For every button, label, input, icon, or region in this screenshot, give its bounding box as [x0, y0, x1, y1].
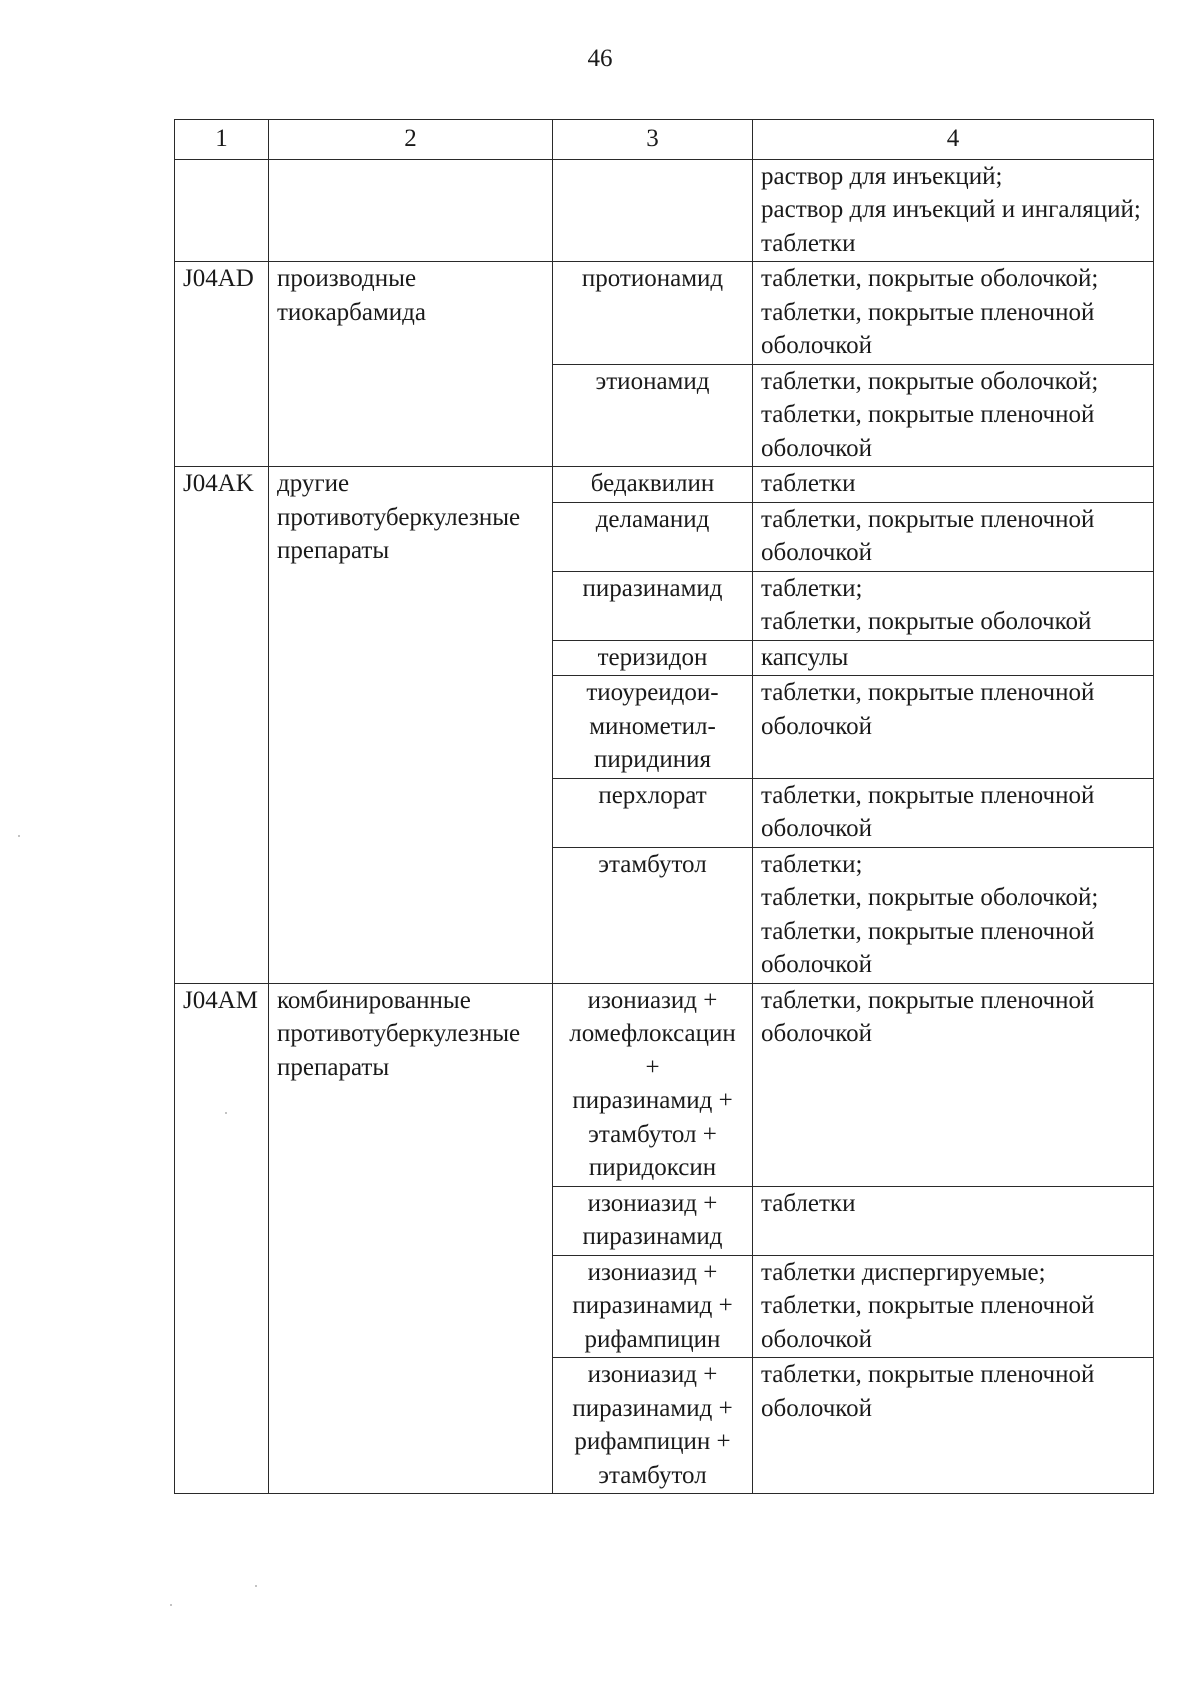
- code-cell: [175, 159, 269, 262]
- table-row: [175, 983, 1154, 1186]
- substance-cell: протионамид: [553, 262, 753, 365]
- header-cell-1: 1: [175, 120, 269, 160]
- substance-cell: тиоуреидои- минометил- пиридиния: [553, 676, 753, 779]
- header-cell-2: 2: [269, 120, 553, 160]
- substance-cell: этамбутол: [553, 847, 753, 983]
- form-cell: таблетки, покрытые пленочной оболочкой: [753, 778, 1154, 847]
- form-cell: таблетки, покрытые оболочкой; таблетки, покрытые пленочной оболочкой: [753, 262, 1154, 365]
- substance-cell: изониазид + пиразинамид + рифампицин + этамбутол: [553, 1358, 753, 1494]
- form-cell: раствор для инъекций; раствор для инъекций и ингаляций; таблетки: [753, 159, 1154, 262]
- atc-code-cell: J04AK: [175, 467, 269, 984]
- drug-table: [174, 119, 1154, 1494]
- substance-cell: перхлорат: [553, 778, 753, 847]
- substance-cell: деламанид: [553, 502, 753, 571]
- table-header-row: [175, 120, 1154, 160]
- page-number: 46: [587, 45, 613, 72]
- form-cell: таблетки: [753, 467, 1154, 503]
- form-cell: таблетки диспергируемые; таблетки, покрытые пленочной оболочкой: [753, 1255, 1154, 1358]
- form-cell: таблетки; таблетки, покрытые оболочкой; таблетки, покрытые пленочной оболочкой: [753, 847, 1154, 983]
- group-name-cell: другие противотуберкулезные препараты: [269, 467, 553, 984]
- substance-cell: изониазид + ломефлоксацин + пиразинамид + этамбутол + пиридоксин: [553, 983, 753, 1186]
- substance-cell: изониазид + пиразинамид: [553, 1186, 753, 1255]
- group-cell: [269, 159, 553, 262]
- atc-code-cell: J04AM: [175, 983, 269, 1494]
- group-name-cell: комбинированные противотуберкулезные препараты: [269, 983, 553, 1494]
- form-cell: таблетки, покрытые пленочной оболочкой: [753, 983, 1154, 1186]
- substance-cell: [553, 159, 753, 262]
- form-cell: таблетки, покрытые пленочной оболочкой: [753, 1358, 1154, 1494]
- table-row: [175, 262, 1154, 365]
- substance-cell: бедаквилин: [553, 467, 753, 503]
- substance-cell: теризидон: [553, 640, 753, 676]
- table-row: [175, 159, 1154, 262]
- header-cell-3: 3: [553, 120, 753, 160]
- atc-code-cell: J04AD: [175, 262, 269, 467]
- substance-cell: этионамид: [553, 364, 753, 467]
- form-cell: таблетки, покрытые оболочкой; таблетки, покрытые пленочной оболочкой: [753, 364, 1154, 467]
- form-cell: капсулы: [753, 640, 1154, 676]
- table-row: [175, 467, 1154, 503]
- header-cell-4: 4: [753, 120, 1154, 160]
- form-cell: таблетки, покрытые пленочной оболочкой: [753, 676, 1154, 779]
- substance-cell: изониазид + пиразинамид + рифампицин: [553, 1255, 753, 1358]
- form-cell: таблетки, покрытые пленочной оболочкой: [753, 502, 1154, 571]
- form-cell: таблетки; таблетки, покрытые оболочкой: [753, 571, 1154, 640]
- substance-cell: пиразинамид: [553, 571, 753, 640]
- form-cell: таблетки: [753, 1186, 1154, 1255]
- group-name-cell: производные тиокарбамида: [269, 262, 553, 467]
